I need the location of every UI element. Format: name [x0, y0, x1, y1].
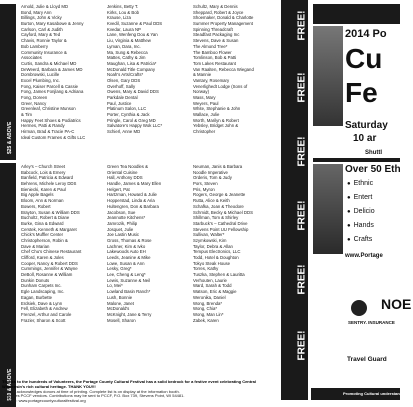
- donor-name: Schafka, Joan & Theodore: [193, 203, 244, 209]
- section-band-bottom: [0, 163, 16, 407]
- donor-name: & Mannie: [193, 72, 212, 78]
- donor-name: Lush, Bonnie: [107, 294, 133, 300]
- donor-name: Rogers, George & Jeanette: [193, 192, 246, 198]
- donor-name: Lane, Wenfeng Dou & Yan: [107, 32, 158, 38]
- dancer-photo: [313, 164, 343, 254]
- donor-name: Parkdale Dental: [107, 95, 138, 100]
- donor-name: Fong, James Fonjlang & Adriana: [21, 89, 84, 95]
- donor-name: Pringle, Carol & Greg MD: [107, 117, 156, 123]
- donor-name: Mosell, Sharon: [107, 317, 136, 323]
- section-band-top: [0, 4, 16, 160]
- donor-name: Leeds, Jeanine & Mike: [107, 255, 151, 260]
- donor-name: Dunham Carpets Inc.: [21, 283, 62, 289]
- donor-name: Pris, Myron: [193, 186, 215, 192]
- donor-name: Fong, Doreen: [21, 95, 48, 100]
- donor-name: Frazier, Sharon & Scott: [21, 317, 66, 323]
- festival-title-line-1: Cu: [345, 43, 383, 74]
- donor-name: Noodle Imperative: [193, 169, 228, 175]
- category-item: ● Ethnic: [347, 180, 373, 187]
- donor-name: Schultz, Mary & Dennis: [193, 4, 238, 9]
- donor-name: Schmidt, Becky & Michael DDS: [193, 209, 253, 215]
- donor-name: Wallace, Julie: [193, 112, 220, 118]
- donor-column-5: [107, 164, 189, 369]
- free-label-6: FREE!: [296, 330, 308, 361]
- donor-name: Lesky, Greg*: [107, 266, 132, 272]
- sponsor-logo-noe: NOE: [381, 296, 412, 312]
- donor-name: Joe Lastin Music: [107, 232, 140, 238]
- donor-name: Greenleaf, Christine Munson: [21, 106, 76, 112]
- donor-name: The Almond Tree*: [193, 43, 228, 49]
- donor-name: Burton, Mary Kasabowe & Jenny: [21, 21, 84, 27]
- donor-name: Schierl, Anne MD: [107, 129, 141, 135]
- donor-name: The Bamboo Flower: [193, 49, 232, 55]
- footer-website: Website: www.portagecountyculturalfestival.org: [2, 398, 86, 404]
- donor-name: Platinum Salon, LLC: [107, 106, 147, 112]
- donor-name: Wong, Man Lin*: [193, 311, 224, 317]
- donor-name: Carlson, Carl & Judith: [21, 26, 63, 32]
- donor-name: Happy Feet Shoes & Podiatrics: [21, 117, 81, 123]
- donor-name: Jamrozik, Philip: [107, 220, 138, 226]
- donor-name: Lakewoods Auto EH: [107, 249, 146, 255]
- donor-name: Salvatore's Happy Wok LLC*: [107, 123, 163, 129]
- donor-name: Wong, Chia*: [193, 306, 218, 312]
- festival-photo: [313, 26, 343, 126]
- donor-name: Cayford, Mary & Ted: [21, 32, 61, 38]
- donor-name: Christopher: [193, 129, 216, 135]
- travel-guard-logo: Travel Guard: [347, 356, 387, 363]
- donor-name: Overhoff, Sally: [107, 83, 136, 89]
- donor-name: Lowe, Susan & Ann: [107, 260, 145, 266]
- donor-columns-bottom: [21, 164, 275, 369]
- donor-name: Torres, Kathy: [193, 266, 219, 272]
- poster-bottom-bar: [311, 388, 413, 400]
- festival-poster: [281, 0, 413, 400]
- donor-columns-top: [21, 4, 275, 159]
- donor-name: Wass, Mary: [193, 95, 216, 100]
- donor-name: McDonald Title Company: [107, 66, 156, 72]
- donor-name: Josquet, Julie: [107, 226, 134, 232]
- donor-name: Summer Property Management: [193, 21, 253, 27]
- donor-name: Erdsiek, Dave & Lynn: [21, 300, 63, 306]
- donor-name: Krause, Liza: [107, 15, 131, 21]
- poster-divider: [313, 158, 400, 162]
- donor-name: Stevens Point UU Fellowship: [193, 226, 249, 232]
- donor-name: Bloom, Ann & Norman: [21, 198, 64, 204]
- donor-name: Jacobson, Sue: [107, 209, 136, 215]
- donor-name: Shoemaker, Donald & Charlotte: [193, 15, 254, 21]
- donor-name: DeBoll, Rosanne & William: [21, 272, 73, 278]
- donor-name: Hultengren, Don & Barbara: [107, 203, 159, 209]
- donor-name: Dombrowski, Lucille: [21, 72, 60, 78]
- sentry-logo-icon: [351, 300, 367, 316]
- donor-name: Hall, Anthony DDS: [107, 175, 143, 181]
- donor-name: Tomlinson, Bob & Patti: [193, 55, 237, 61]
- donor-name: Jeannotte Kitchens*: [107, 215, 146, 221]
- donor-name: Clifford, Karen & Joles: [21, 255, 64, 260]
- donor-name: Weyers, Paul: [193, 100, 219, 106]
- donor-name: Chavis, Ronnie Taylor &: [21, 38, 67, 44]
- donor-name: Babcock, Lois & Emery: [21, 169, 66, 175]
- donor-name: Eagan, Burbette: [21, 294, 53, 300]
- donor-name: Malone, Janet: [107, 300, 134, 306]
- donor-column-2: [107, 4, 189, 159]
- donor-name: Oriental Cuisine: [107, 169, 138, 175]
- donor-column-4: [21, 164, 103, 369]
- donor-name: Paul, Justice: [107, 100, 132, 106]
- donor-name: DeWeerd, Barbara & James MD: [21, 66, 83, 72]
- donor-name: Zabek, Karen: [193, 317, 219, 323]
- donor-name: Porter, Cynthia & Jack: [107, 112, 150, 118]
- donor-name: McKnight, Jane & Terry: [107, 311, 152, 317]
- donor-name: Curtis, Sandra & Michael MD: [21, 60, 77, 66]
- donor-name: Watson, Eric & Maggie: [193, 289, 237, 295]
- donor-name: Pors, Steven: [193, 181, 218, 187]
- donor-name: Hopperstad, Linda & Aria: [107, 198, 155, 204]
- free-label-1: FREE!: [296, 10, 308, 41]
- donor-name: Lo, Mei*: [107, 283, 123, 289]
- free-band: [281, 0, 308, 400]
- donor-name: Tokyo Steak House: [193, 260, 231, 266]
- donor-name: Burke, Gina & Edward: [21, 220, 64, 226]
- donor-name: Cooper, Nancy & Robert DDS: [21, 260, 78, 266]
- category-item: ● Crafts: [347, 236, 372, 243]
- donor-column-6: [193, 164, 275, 369]
- festival-website[interactable]: www.Portage: [345, 253, 383, 259]
- donor-name: Szymkowski, Kim: [193, 237, 227, 243]
- donor-name: Noah's Arts/Crafts*: [107, 72, 144, 78]
- donor-name: Yebsley, Bridget John &: [193, 123, 239, 129]
- ethnic-groups-headline: Over 50 Eth: [345, 164, 401, 175]
- donor-name: Neuman, Janis & Barbara: [193, 164, 243, 169]
- donor-name: Cummings, Jennifer & Wayne: [21, 266, 78, 272]
- donor-name: Taylor, Debra & Allan: [193, 243, 233, 249]
- donor-name: Brayton, Susan & William DDS: [21, 209, 80, 215]
- donor-name: Fong, Kaiser Parcell & Cassie: [21, 83, 79, 89]
- donor-name: Rutta, Alice & Keith: [193, 198, 230, 204]
- donor-name: Green Tea Noodles &: [107, 164, 149, 169]
- footer-line-2: This list acknowledges donors at time of printing. Complete list is on display at the information booth.: [2, 388, 180, 394]
- donor-name: Hermes, Patti & Randy: [21, 123, 65, 129]
- shuttle-info: Shuttl: [365, 150, 382, 156]
- donor-name: Owens, Mary & David DDS: [107, 89, 159, 95]
- donor-name: Worth, Marilyn & Robert: [193, 117, 239, 123]
- donor-name: Christopherson, Robin &: [21, 237, 68, 243]
- free-label-4: FREE!: [296, 200, 308, 231]
- donor-name: Community Insurance &: [21, 49, 67, 55]
- donor-name: Lyman, Dara, Inc.: [107, 43, 141, 49]
- donor-column-1: [21, 4, 103, 159]
- donor-name: Kirks, Lou & Bob: [107, 9, 140, 15]
- donor-name: Fell, Elizabeth & Andrew: [21, 306, 68, 312]
- donor-name: Behrens, Michele Leroy DDS: [21, 181, 77, 187]
- promotion-tagline: Promoting Cultural understanding in: [343, 391, 413, 396]
- donor-name: Lee, Cheng & Leng*: [107, 272, 146, 278]
- donor-name: Dunkin Donuts: [21, 277, 50, 283]
- festival-title-line-2: Fe: [345, 77, 378, 108]
- donor-name: Mattes, Cathy & Jim: [107, 55, 146, 61]
- donor-name: Todd, Hotel & Doughton: [193, 255, 239, 260]
- donor-name: Banfield, Patricia & Edward: [21, 175, 74, 181]
- donor-name: Billings, John & Vicky: [21, 15, 62, 21]
- donor-name: Chef Chu's Chinese Restaurant: [21, 249, 82, 255]
- poster-content: [311, 0, 413, 400]
- donor-name: Gross, Thomas & Rose: [107, 237, 152, 243]
- donor-name: Orderis, Tom & Judy: [193, 175, 232, 181]
- donor-name: Kvedar, Laura NP: [107, 26, 141, 32]
- festival-date: Saturday: [345, 120, 388, 131]
- donor-name: White, Stephanie & John: [193, 106, 241, 112]
- section-label-top: $25 & ABOVE: [7, 121, 13, 154]
- donor-name: Weronika, Daniel: [193, 294, 226, 300]
- free-label-2: FREE!: [296, 72, 308, 103]
- donor-name: McDonald's: [107, 306, 130, 312]
- donor-name: Excel Plumbing, Inc.: [21, 77, 60, 83]
- free-label-3: FREE!: [296, 136, 308, 167]
- donor-name: Kvedil, Suzanne & Paul DDS: [107, 21, 163, 27]
- donor-name: Vantary, Rosemary: [193, 77, 230, 83]
- donor-name: Bond, Mary Ann: [21, 9, 52, 15]
- festival-time: 10 ar: [353, 133, 377, 144]
- free-label-5: FREE!: [296, 264, 308, 295]
- donor-name: Associates: [21, 55, 42, 61]
- donor-name: Van Raalten, Rebecca Wiegand: [193, 66, 254, 72]
- donor-name: Big Apple Bagels: [21, 192, 54, 198]
- donor-name: Hartzman, Howard & Julie: [107, 192, 157, 198]
- donor-name: Greer, Nancy: [21, 100, 47, 106]
- volunteer-thanks: Thanks to the hundreds of Volunteers, the Portage County Cultural Festival has a solid bedrock for a festive event celebrating Central Wisconsin's rich cultural heritage. THANK YOU!!!: [2, 379, 256, 389]
- donor-name: Tempus Electronics, LLC: [193, 249, 241, 255]
- category-item: ● Delicio: [347, 208, 375, 215]
- donor-name: Tom Lakes Restaurant: [193, 60, 236, 66]
- donor-name: Olsen, Gary DDS: [107, 77, 141, 83]
- donor-name: Bob Lamberry: [21, 43, 48, 49]
- donor-name: Ideal Custom Frames & Gifts LLC: [21, 134, 86, 140]
- donor-name: Venerlighedt Lodge (Sons of: [193, 83, 248, 89]
- donor-name: Tuszka, Stephen & Lauritta: [193, 272, 245, 278]
- poster-header-bar: [313, 4, 400, 24]
- donor-name: Sullivan, Walter*: [193, 232, 225, 238]
- donor-name: Helgert, Pat: [107, 186, 130, 192]
- donor-name: Spinning Threadcraft: [193, 26, 233, 32]
- donor-name: Chick's Muffler Center: [21, 232, 64, 238]
- donor-name: Bucholtz, Robert & Diane: [21, 215, 70, 221]
- donor-name: Handle, James & Mary Ellen: [107, 181, 162, 187]
- footer-notes: [2, 380, 277, 404]
- donor-name: Hirman, Brad & Tracie PA-C: [21, 129, 75, 135]
- donor-name: Arnold, Julie & Lloyd MD: [21, 4, 69, 9]
- donor-name: Wong, Brenda*: [193, 300, 223, 306]
- donor-name: Bowers, Robert: [21, 203, 51, 209]
- donor-name: Ma, Sung & Rebecca: [107, 49, 148, 55]
- section-label-bottom: $10 & ABOVE: [7, 368, 13, 401]
- donor-name: Shillman, Tom & Shirley: [193, 215, 239, 221]
- donor-name: Arley's – Church Street: [21, 164, 66, 169]
- donor-name: Bieniecki, Karen & Paul: [21, 186, 66, 192]
- donor-name: Egle Landscaping, Inc.: [21, 289, 65, 295]
- donor-name: Starbuck's – Cathedral Drive: [193, 220, 248, 226]
- category-item: ● Hands: [347, 222, 374, 229]
- donor-name: & Tim: [21, 112, 32, 118]
- donor-name: Dave & Marian: [21, 243, 50, 249]
- donor-name: Verhouten, Laurie: [193, 277, 227, 283]
- sentry-logo-text: SENTRY. INSURANCE: [348, 320, 395, 325]
- donor-name: Stevens, Dave & Susan: [193, 38, 239, 44]
- donor-name: Sheppard, Robert & Joyce: [193, 9, 244, 15]
- donor-name: Ward, Sarah & Todd: [193, 283, 232, 289]
- donor-name: Maughan, Lisa & Patricia*: [107, 60, 157, 66]
- donor-name: Frenzel, Arthur and Carole: [21, 311, 72, 317]
- donor-name: Lewis, Suzanne & Neil: [107, 277, 150, 283]
- donor-name: Lachner, Kim & Ivko: [107, 243, 146, 249]
- festival-year: 2014 Po: [345, 28, 387, 40]
- donor-name: Cerstek, Kenneth & Margaret: [21, 226, 77, 232]
- category-item: ● Entert: [347, 194, 372, 201]
- donor-name: Jenkins, Betty T.: [107, 4, 139, 9]
- footer-line-3: * Denotes PCCF vendors. Contributions may be sent to PCCF, P.O. Box 739, Stevens Point, WI 54481.: [2, 393, 185, 399]
- donor-name: Lowland Basin Ranch*: [107, 289, 151, 295]
- donor-name: Steadfast Packaging Inc: [193, 32, 240, 38]
- donor-name: Liu, Virginia & Matthew: [107, 38, 151, 44]
- donor-name: Norway): [193, 89, 209, 95]
- donor-column-3: [193, 4, 275, 159]
